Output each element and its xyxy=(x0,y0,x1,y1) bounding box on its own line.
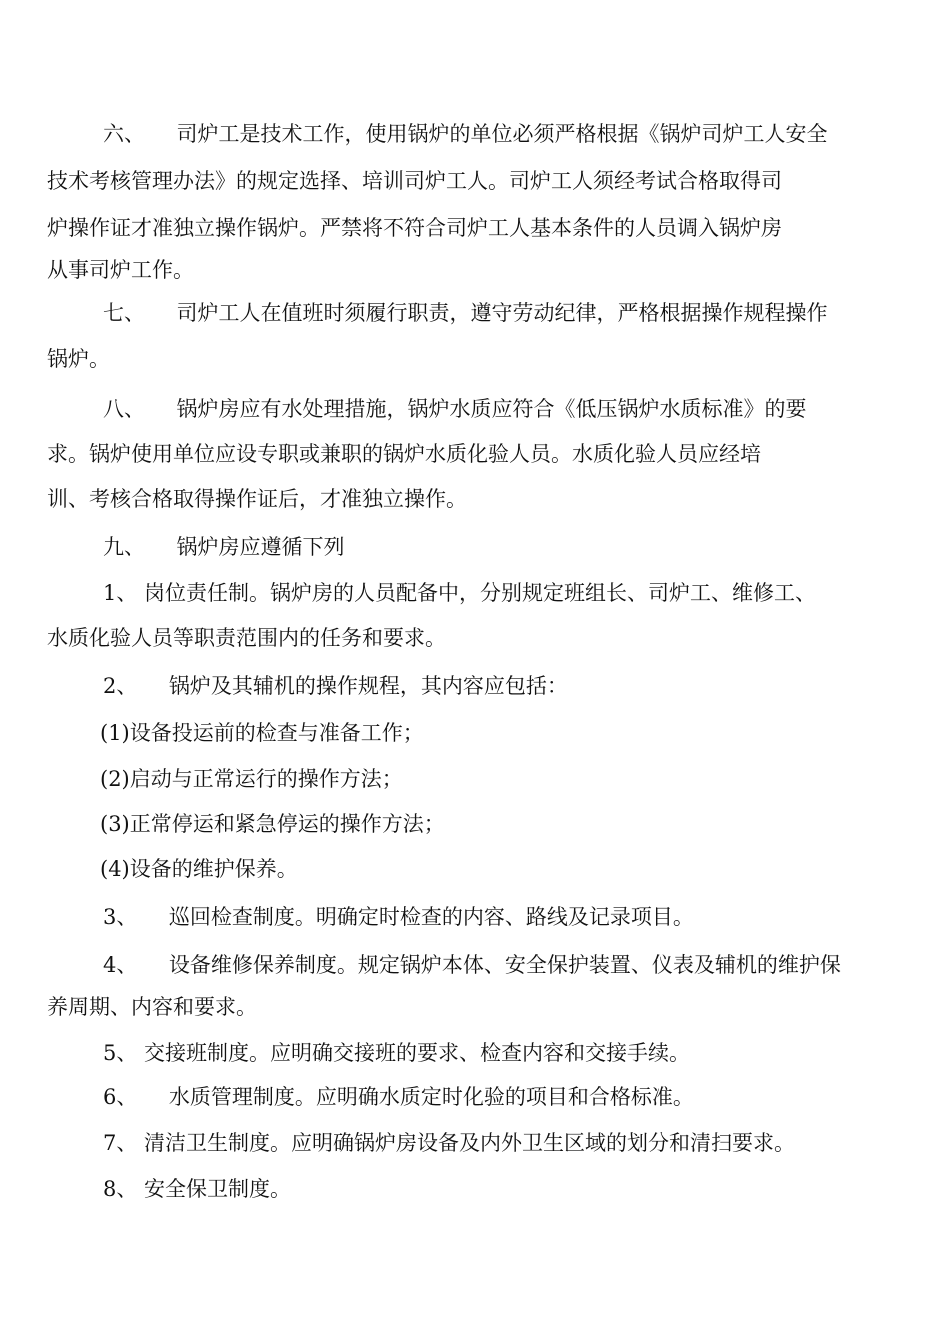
item-1-line-2: 水质化验人员等职责范围内的任务和要求。 xyxy=(47,626,446,650)
item-1-line-1: 1、 岗位责任制。锅炉房的人员配备中，分别规定班组长、司炉工、维修工、 xyxy=(103,581,817,605)
paragraph-seven-line-2: 锅炉。 xyxy=(47,347,110,371)
paragraph-six-line-1: 六、 司炉工是技术工作，使用锅炉的单位必须严格根据《锅炉司炉工人安全 xyxy=(103,122,828,146)
subitem-1: (1)设备投运前的检查与准备工作； xyxy=(100,721,424,745)
item-2-line-1: 2、 锅炉及其辅机的操作规程，其内容应包括： xyxy=(103,674,568,698)
paragraph-six-line-3: 炉操作证才准独立操作锅炉。严禁将不符合司炉工人基本条件的人员调入锅炉房 xyxy=(47,216,782,240)
paragraph-eight-line-2: 求。锅炉使用单位应设专职或兼职的锅炉水质化验人员。水质化验人员应经培 xyxy=(47,442,761,466)
item-8-line-1: 8、 安全保卫制度。 xyxy=(103,1177,292,1201)
subitem-3: (3)正常停运和紧急停运的操作方法； xyxy=(100,812,445,836)
paragraph-eight-line-1: 八、 锅炉房应有水处理措施，锅炉水质应符合《低压锅炉水质标准》的要 xyxy=(103,397,807,421)
item-6-line-1: 6、 水质管理制度。应明确水质定时化验的项目和合格标准。 xyxy=(103,1085,694,1109)
item-5-line-1: 5、 交接班制度。应明确交接班的要求、检查内容和交接手续。 xyxy=(103,1041,691,1065)
item-4-line-2: 养周期、内容和要求。 xyxy=(47,995,257,1019)
paragraph-nine-line-1: 九、 锅炉房应遵循下列 xyxy=(103,535,345,559)
paragraph-six-line-4: 从事司炉工作。 xyxy=(47,258,194,282)
subitem-4: (4)设备的维护保养。 xyxy=(100,857,298,881)
item-7-line-1: 7、 清洁卫生制度。应明确锅炉房设备及内外卫生区域的划分和清扫要求。 xyxy=(103,1131,796,1155)
paragraph-eight-line-3: 训、考核合格取得操作证后，才准独立操作。 xyxy=(47,487,467,511)
paragraph-seven-line-1: 七、 司炉工人在值班时须履行职责，遵守劳动纪律，严格根据操作规程操作 xyxy=(103,301,828,325)
paragraph-six-line-2: 技术考核管理办法》的规定选择、培训司炉工人。司炉工人须经考试合格取得司 xyxy=(47,169,782,193)
subitem-2: (2)启动与正常运行的操作方法； xyxy=(100,767,403,791)
item-3-line-1: 3、 巡回检查制度。明确定时检查的内容、路线及记录项目。 xyxy=(103,905,694,929)
item-4-line-1: 4、 设备维修保养制度。规定锅炉本体、安全保护装置、仪表及辅机的维护保 xyxy=(103,953,841,977)
